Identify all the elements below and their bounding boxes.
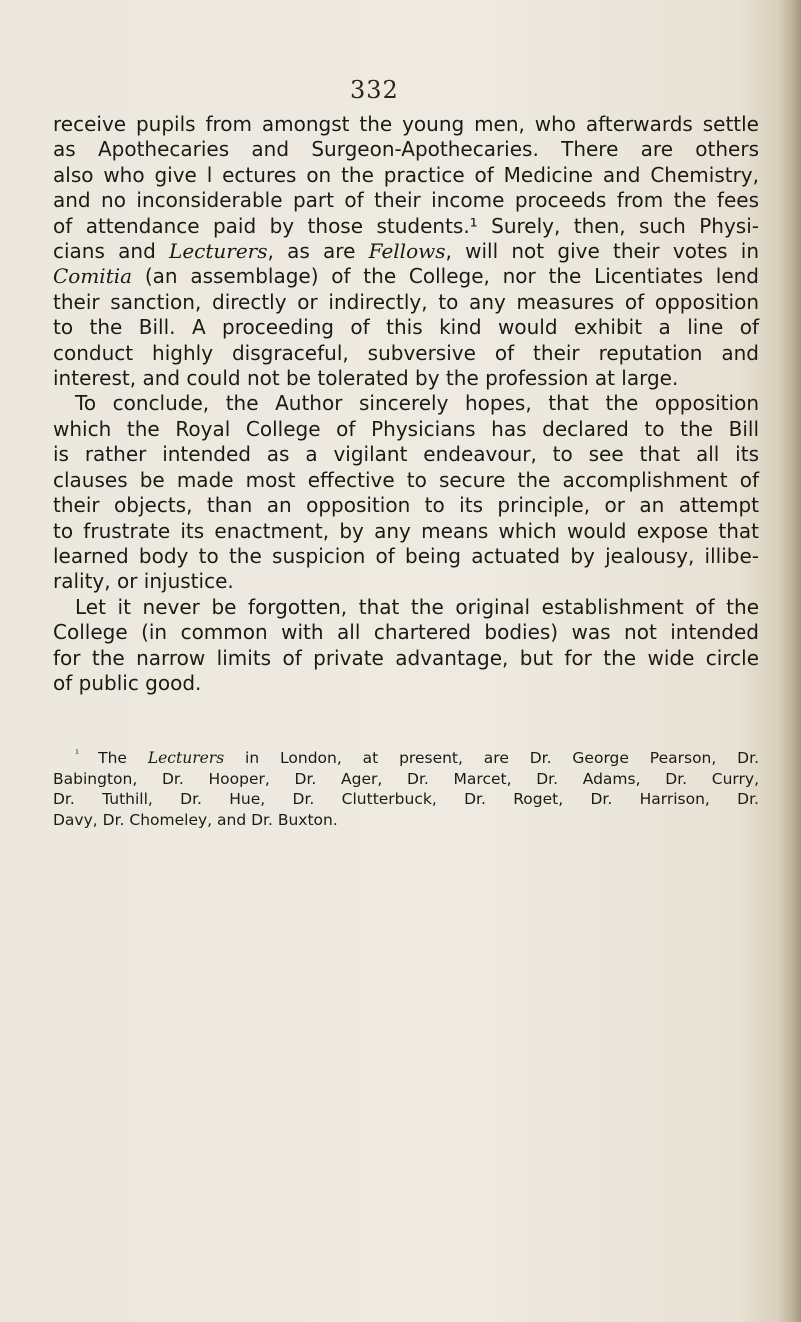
text-line: rality, or injustice. [53, 569, 234, 594]
text-line: to frustrate its enactment, by any means which would expose that [53, 518, 759, 543]
text-line: Comitia (an assemblage) of the College, nor the Licentiates lend [53, 264, 759, 289]
footnote-line: Dr. Tuthill, Dr. Hue, Dr. Clutterbuck, Dr. Roget, Dr. Harrison, Dr. [53, 790, 759, 808]
italic-word: Lecturers [169, 239, 268, 264]
text-line: cians and Lecturers, as are Fellows, will not give their votes in [53, 239, 760, 264]
italic-word: Comitia [53, 264, 133, 289]
body-text [53, 112, 759, 696]
text-line: clauses be made most effective to secure the accomplishment of [53, 467, 759, 492]
text-line: is rather intended as a vigilant endeavour, to see that all its [53, 442, 759, 467]
italic-word: Fellows [368, 239, 446, 264]
footnote-line: $^{^1}$ The Lecturers in London, at present, are Dr. George Pearson, Dr. [75, 748, 759, 767]
footnote-marker: ¹ [75, 748, 99, 760]
text-line: as Apothecaries and Surgeon-Apothecaries. There are others [53, 137, 759, 162]
text-line: receive pupils from amongst the young men, who afterwards settle [53, 112, 759, 136]
text-line: learned body to the suspicion of being actuated by jealousy, illibe- [53, 543, 759, 568]
page-edge-shadow [779, 0, 801, 1322]
footnote [53, 748, 759, 830]
text-line: also who give l ectures on the practice of Medicine and Chemistry, [53, 162, 759, 187]
text-line: for the narrow limits of private advantage, but for the wide circle [53, 645, 759, 670]
page-number: 332 [350, 76, 399, 104]
text-line: which the Royal College of Physicians has declared to the Bill [53, 416, 759, 441]
text-line: and no inconsiderable part of their income proceeds from the fees [53, 188, 759, 213]
text-line: conduct highly disgraceful, subversive of their reputation and [53, 340, 759, 365]
text-line: Let it never be forgotten, that the original establishment of the [75, 594, 759, 619]
text-line: of attendance paid by those students.¹ Surely, then, such Physi- [53, 213, 759, 238]
text-line: College (in common with all chartered bodies) was not intended [53, 620, 759, 645]
text-line: to the Bill. A proceeding of this kind would exhibit a line of [53, 315, 759, 340]
text-line: of public good. [53, 670, 202, 695]
footnote-line: Babington, Dr. Hooper, Dr. Ager, Dr. Marcet, Dr. Adams, Dr. Curry, [53, 769, 759, 788]
italic-word: Lecturers [147, 749, 225, 767]
text-line: their sanction, directly or indirectly, to any measures of opposition [53, 289, 759, 314]
text-line: their objects, than an opposition to its principle, or an attempt [53, 493, 759, 518]
footnote-line: Davy, Dr. Chomeley, and Dr. Buxton. [53, 810, 338, 829]
text-line: To conclude, the Author sincerely hopes, that the opposition [75, 391, 759, 416]
text-line: interest, and could not be tolerated by the profession at large. [53, 366, 679, 391]
